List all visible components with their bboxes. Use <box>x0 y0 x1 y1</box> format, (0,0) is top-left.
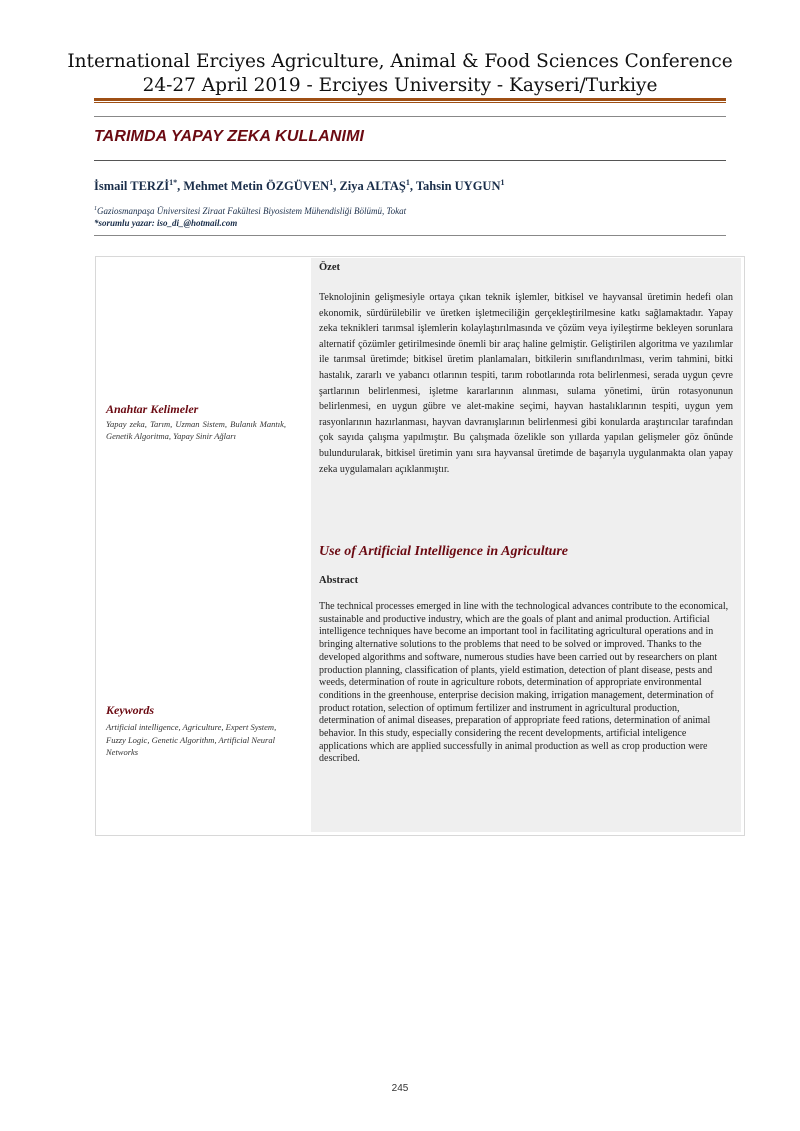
author-name: Ziya ALTAŞ <box>339 179 406 194</box>
page-number: 245 <box>391 1083 409 1094</box>
conference-header <box>60 50 740 98</box>
author-name: Tahsin UYGUN <box>415 179 501 194</box>
title-top-rule <box>94 116 726 117</box>
affiliation-mark: 1 <box>94 206 97 212</box>
author-list: İsmail $TERZİ^{1*}$, Mehmet Metin ÖZGÜVEN$^1$, Ziya ALTAŞ$^1$, Tahsin UYGUN$^1$ <box>94 178 505 194</box>
author-affiliation-mark: 1* <box>169 178 178 187</box>
keywords-en-heading: Keywords <box>106 703 154 717</box>
conference-dates: 24-27 April 2019 - Erciyes University - Kayseri/Turkiye <box>142 75 658 96</box>
header-rule-thin <box>94 102 726 103</box>
author-affiliation-mark: 1 <box>500 178 505 187</box>
header-rule-thick <box>94 98 726 101</box>
affiliation-text: Gaziosmanpaşa Üniversitesi Ziraat Fakültesi Biyosistem Mühendisliği Bölümü, Tokat <box>97 206 407 216</box>
conference-title: International Erciyes Agriculture, Animal & Food Sciences Conference <box>67 51 733 72</box>
author-name: Mehmet Metin ÖZGÜVEN <box>183 179 330 194</box>
ozet-text: Teknolojinin gelişmesiyle ortaya çıkan teknik işlemler, bitkisel ve hayvansal üretimin hedefi olan ekonomik, sürdürülebilir ve üretken işletmeciliğin gerçekleştirilmesine katkı sağlamaktadır. Yapay zeka teknikleri tarımsal işlemlerin kolaylaştırılmasında ve çözüm veya iyileştirme bekleyen sorunlara alternatif çözümler getirilmesinde önemli bir araç haline gelmiştir. Geliştirilen algoritma ve yazılımlar ile tarımsal üretimde; bitkisel üretim planlamaları, bitkilerin sınıflandırılması, verim tahmini, bitki hastalık, zararlı ve yabancı otlarının tespiti, tarım robotlarında rota belirlenmesi, serada uygun çevre şartlarının belirlenmesi, işletme kararlarının alınması, sulama yönetimi, ürün rotasyonunun belirlenmesi, en uygun gübre ve alet-makine seçimi, hayvan hastalıklarının tespiti, uygun yem rasyonlarının hazırlanması, hayvan davranışlarının belirlenmesi gibi konularda araştırıcılar tarafından çok sayıda çalışma yapılmıştır. Bu çalışmada özelikle son yıllarda yapılan gelişmeler göz önünde bulundurularak, bitkisel üretimin yanı sıra hayvansal üretimde de başarıyla uygulanmakta olan yapay zeka uygulamaları açıklanmıştır. <box>319 292 733 475</box>
keywords-en-text: Artificial intelligence, Agriculture, Expert System, Fuzzy Logic, Genetic Algorithm, Artificial Neural Networks <box>106 722 277 757</box>
keywords-en <box>106 703 286 759</box>
paper-title: TARIMDA YAPAY ZEKA KULLANIMI <box>94 128 365 145</box>
author-affiliation-mark: 1 <box>329 178 334 187</box>
keywords-tr-text: Yapay zeka, Tarım, Uzman Sistem, Bulanık Mantık, Genetik Algoritma, Yapay Sinir Ağları <box>106 419 286 441</box>
title-bottom-rule <box>94 160 726 161</box>
affiliation <box>94 203 406 217</box>
corresponding-author: *sorumlu yazar: iso_di_@hotmail.com <box>94 218 238 228</box>
abstract-text: The technical processes emerged in line with the technological advances contribute to the economical, sustainable and productive industry, which are the goals of plant and animal production. Artificial intelligence techniques have become an important tool in facilitating agricultural operations and in bringing alternative solutions to the problems that need to be solved or improved. Thanks to the developed algorithms and software, numerous studies have been carried out by researchers on plant production planning, classification of plants, yield estimation, detection of plant disease, pests and weeds, determination of route in agriculture robots, determination of appropriate environmental conditions in the greenhouse, enterprise decision making, irrigation management, determination of product rotation, selection of optimum fertilizer and instrument in agricultural production, determination of animal diseases, preparation of appropriate feed rations, determination of animal behavior. In this study, especially considering the recent developments, artificial inteligence applications which are applied successfully in animal production as well as crop production were described. <box>319 601 729 765</box>
affiliation-block <box>94 203 406 229</box>
abstract-heading: Abstract <box>319 575 359 586</box>
english-title: Use of Artificial Intelligence in Agriculture <box>319 544 569 559</box>
keywords-tr-heading: Anahtar Kelimeler <box>106 402 199 416</box>
author-bottom-rule <box>94 235 726 236</box>
ozet-heading: Özet <box>319 262 340 273</box>
keywords-tr <box>106 402 286 442</box>
author-affiliation-mark: 1 <box>405 178 410 187</box>
author-name: İsmail TERZİ <box>94 179 170 194</box>
